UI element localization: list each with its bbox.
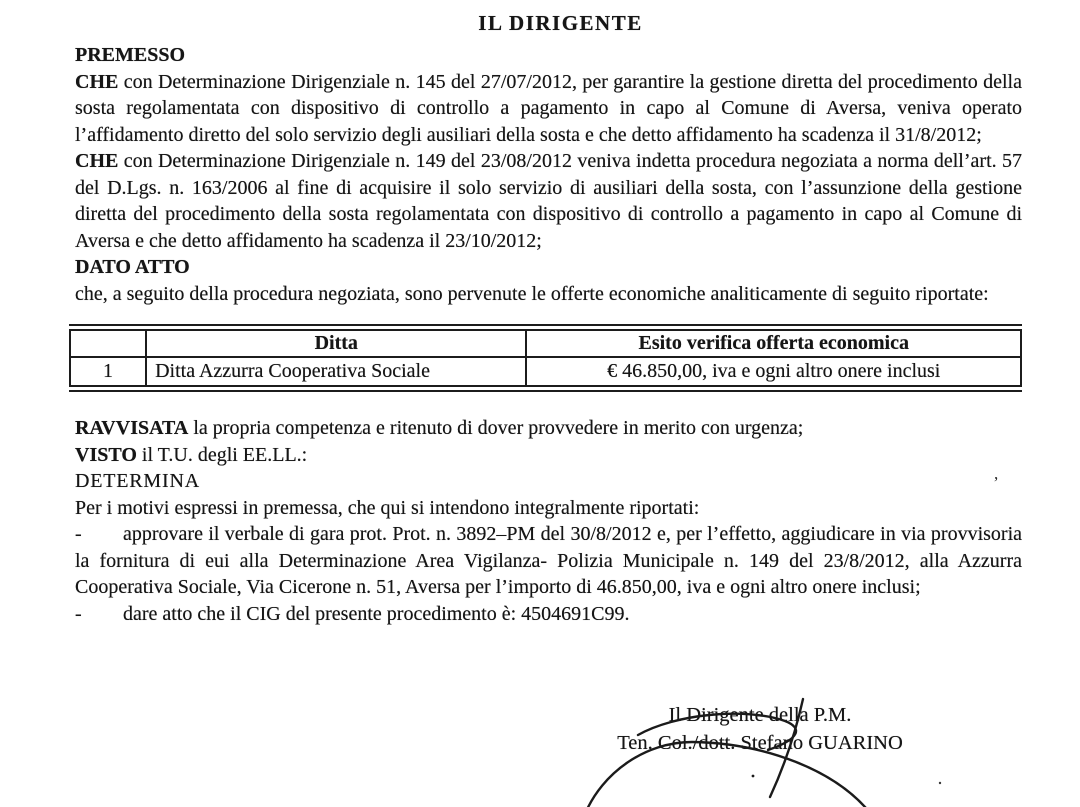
cell-index: 1 bbox=[70, 357, 146, 386]
determina-intro: Per i motivi espressi in premessa, che qui si intendono integralmente riportati: bbox=[75, 496, 700, 519]
visto-paragraph bbox=[75, 442, 1022, 469]
signature-role: Il Dirigente della P.M. bbox=[668, 704, 852, 726]
signature-block bbox=[540, 702, 980, 757]
offers-table-frame bbox=[69, 324, 1022, 392]
ravvisata-paragraph bbox=[75, 415, 1022, 442]
header-cell-ditta: Ditta bbox=[146, 330, 526, 357]
clause-text: con Determinazione Dirigenziale n. 149 del 23/08/2012 veniva indetta procedura negoziata a norma dell’art. 57 del D.Lgs. n. 163/2006 al fine di acquisire il solo servizio di ausiliari della sosta, con l’assunzione della gestione diretta del procedimento della sosta regolamentata con dispositivo di controllo a pagamento in capo al Comune di Aversa e che detto affidamento ha scadenza il 23/10/2012; bbox=[75, 150, 1022, 252]
dato-atto-heading: DATO ATTO bbox=[75, 256, 190, 278]
visto-lead: VISTO bbox=[75, 443, 137, 466]
table-row bbox=[70, 357, 1021, 386]
determina-item-2 bbox=[75, 601, 1022, 628]
bullet-marker: - bbox=[75, 602, 82, 625]
offers-table bbox=[69, 329, 1022, 387]
dato-atto-text: che, a seguito della procedura negoziata, sono pervenute le offerte economiche analiticamente di seguito riportate: bbox=[75, 282, 989, 305]
bullet-text: approvare il verbale di gara prot. Prot. n. 3892–PM del 30/8/2012 e, per l’effetto, aggiudicare in via provvisoria la fornitura di eui alla Determinazione Area Vigilanza- Polizia Municipale n. 149 del 23/8/2012, alla Azzurra Cooperativa Sociale, Via Cicerone n. 51, Aversa per l’importo di 46.850,00, iva e ogni altro onere inclusi; bbox=[75, 523, 1022, 598]
table-header-row bbox=[70, 330, 1021, 357]
header-cell-index bbox=[70, 330, 146, 357]
bullet-marker: - bbox=[75, 523, 82, 545]
bullet-text: dare atto che il CIG del presente procedimento è: 4504691C99. bbox=[123, 602, 630, 625]
ravvisata-lead: RAVVISATA bbox=[75, 417, 189, 439]
premesso-clause-1 bbox=[75, 69, 1022, 149]
cell-ditta: Ditta Azzurra Cooperativa Sociale bbox=[146, 357, 526, 386]
clause-text: con Determinazione Dirigenziale n. 145 del 27/07/2012, per garantire la gestione diretta del procedimento della sosta regolamentata con dispositivo di controllo a pagamento in capo al Comune di Aversa, veniva operato l’affidamento diretto del solo servizio degli ausiliari della sosta e che detto affidamento ha scadenza il 31/8/2012; bbox=[75, 70, 1022, 146]
determina-item-1 bbox=[75, 521, 1022, 601]
header-cell-esito: Esito verifica offerta economica bbox=[526, 330, 1021, 357]
cell-esito: € 46.850,00, iva e ogni altro onere inclusi bbox=[526, 357, 1021, 386]
signature-name: Ten. Col./dott. Stefano GUARINO bbox=[617, 731, 903, 754]
scan-artifact-mark: , bbox=[994, 464, 999, 483]
clause-lead: CHE bbox=[75, 70, 119, 93]
page-title: IL DIRIGENTE bbox=[478, 11, 643, 35]
premesso-heading: PREMESSO bbox=[75, 44, 186, 66]
visto-text: il T.U. degli EE.LL.: bbox=[136, 443, 308, 466]
clause-lead: CHE bbox=[75, 150, 119, 172]
determina-heading: DETERMINA bbox=[75, 470, 200, 492]
premesso-clause-2 bbox=[75, 148, 1022, 254]
ravvisata-text: la propria competenza e ritenuto di dover provvedere in merito con urgenza; bbox=[188, 417, 804, 439]
